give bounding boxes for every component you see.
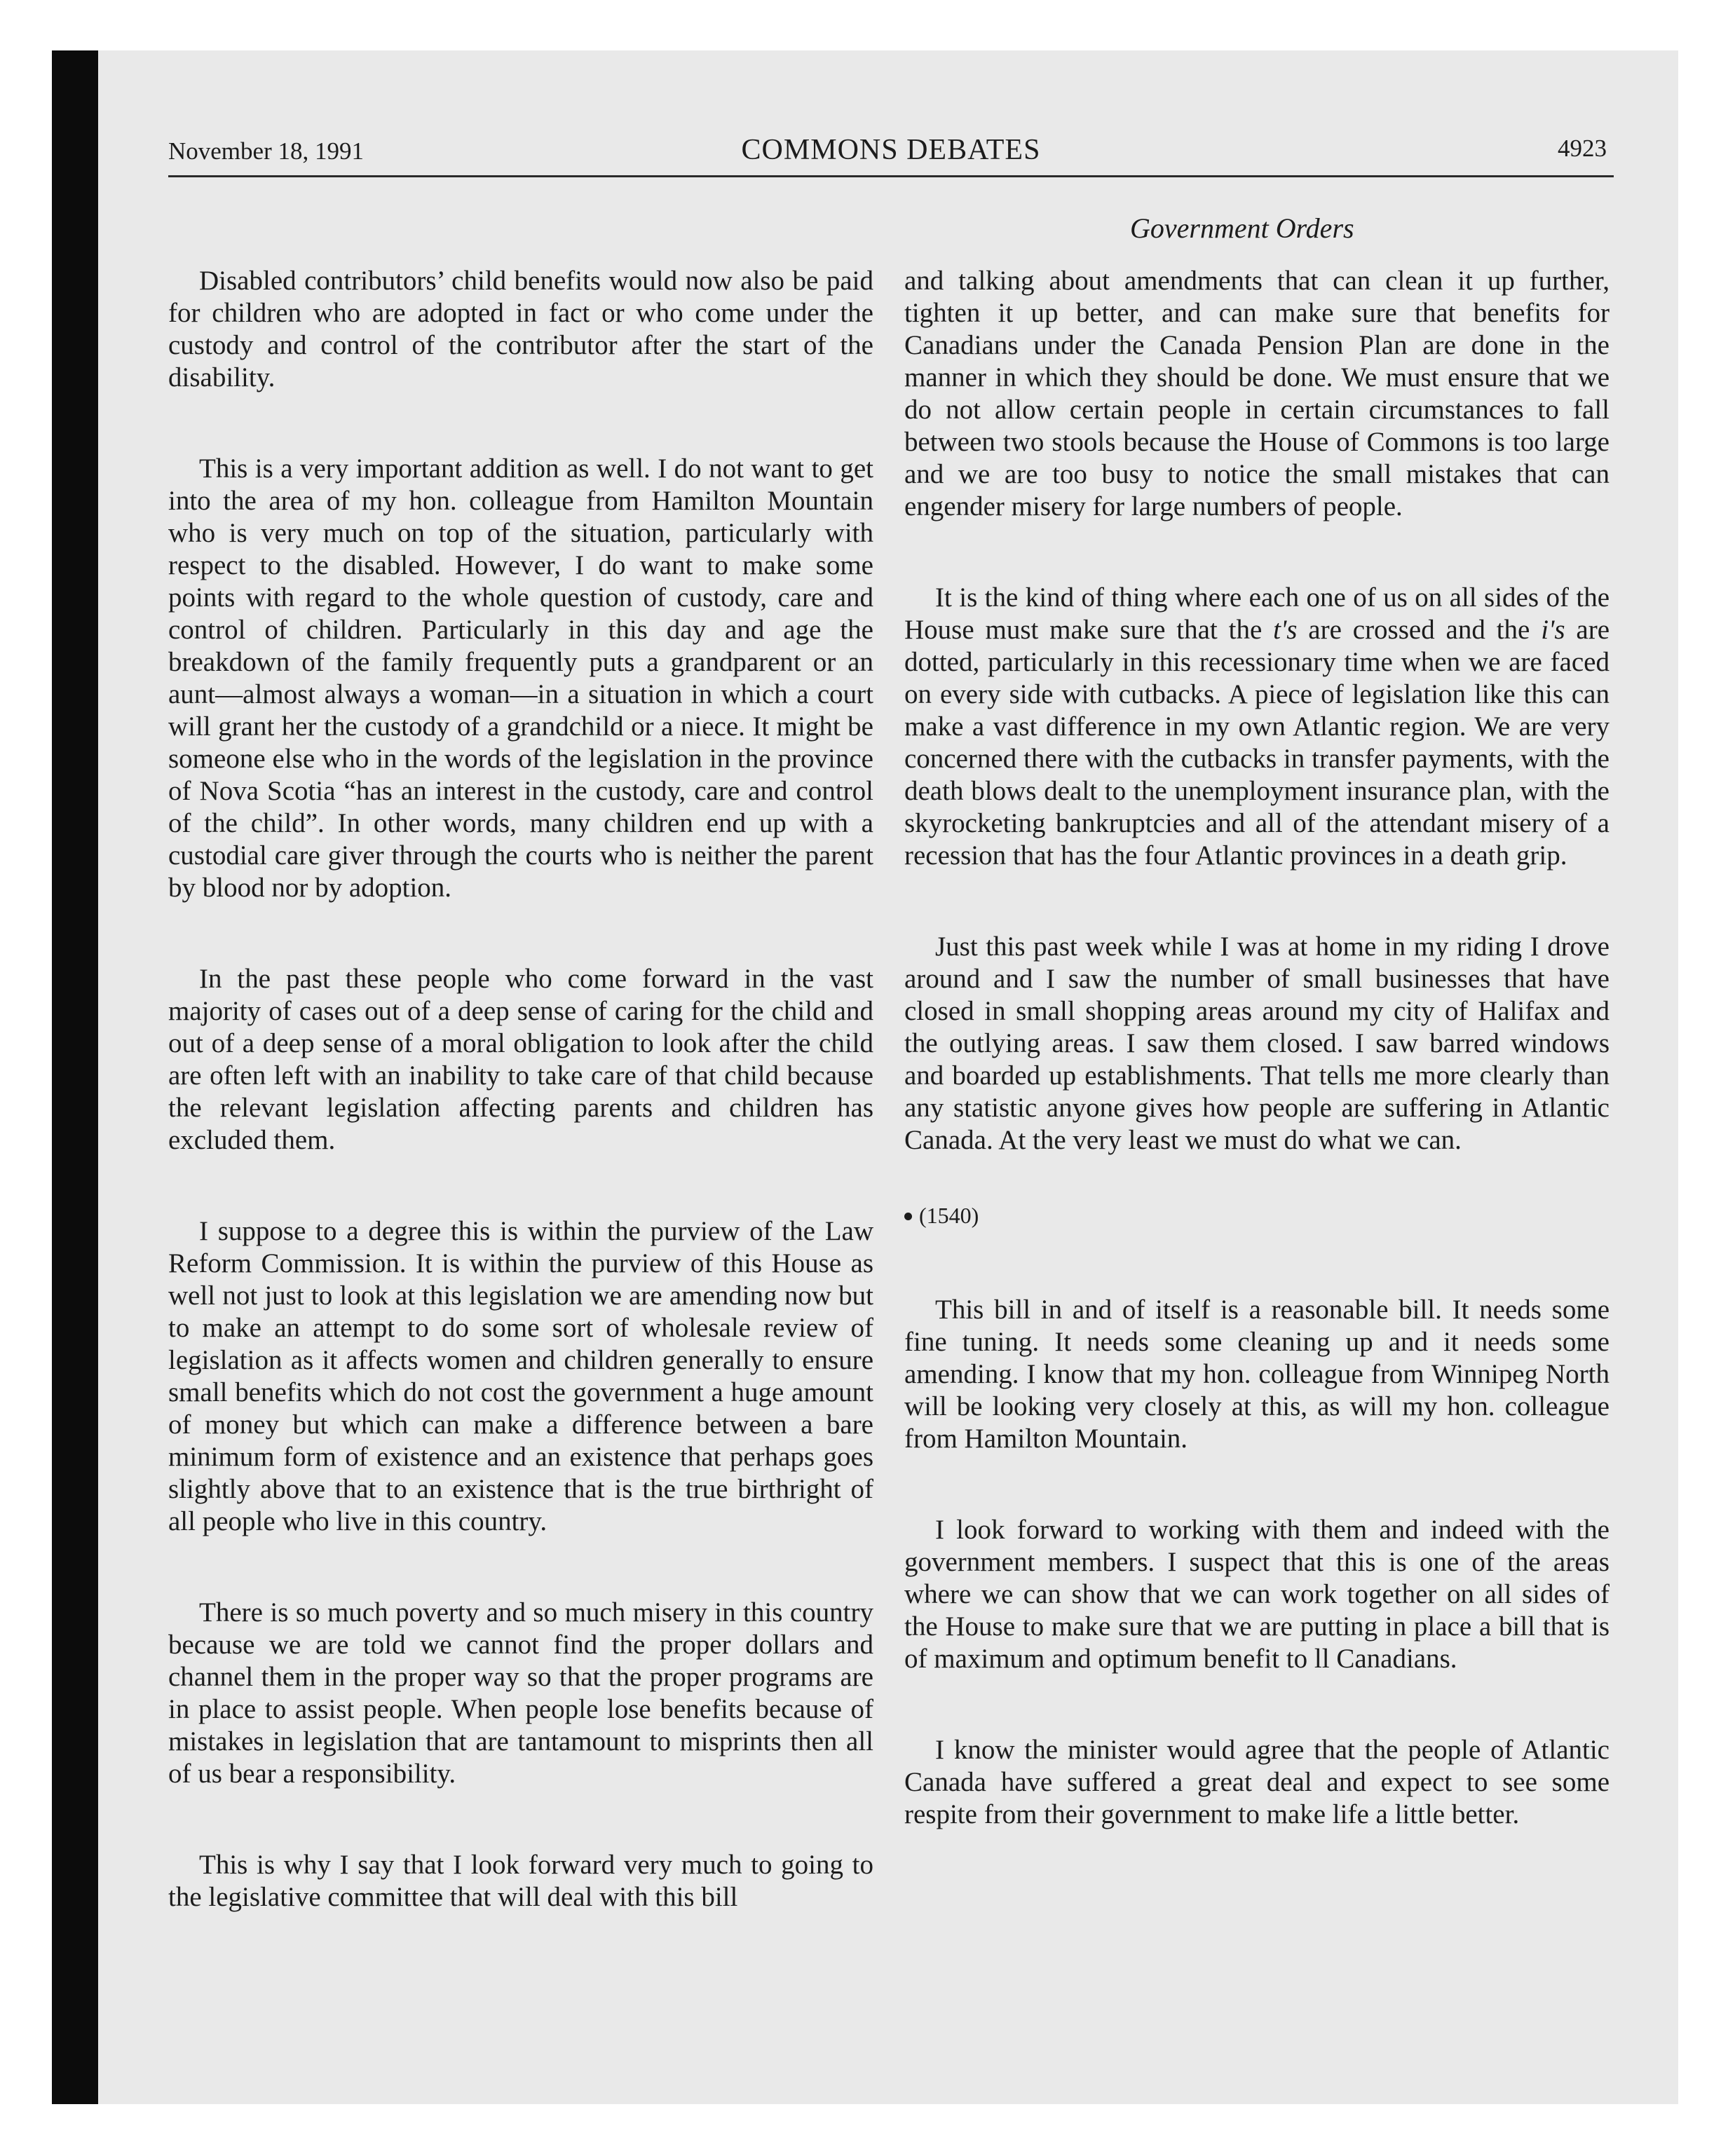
paragraph-text: It is the kind of thing where each one of us on all sides of the House must make sure that the [904, 582, 1610, 645]
page-number: 4923 [1558, 135, 1607, 162]
timestamp-marker [904, 1201, 1610, 1229]
paragraph-text: are crossed and the [1297, 615, 1542, 645]
paragraph [904, 582, 1610, 872]
paragraph: I suppose to a degree this is within the purview of the Law Reform Commission. It is within the purview of this House as well not just to look at this legislation we are amending now but to make an attempt to do some sort of wholesale review of legislation as it affects women and children generally to ensure small benefits which do not cost the government a huge amount of money but which can make a difference between a bare minimum form of existence and an existence that perhaps goes slightly above that to an existence that is the true birthright of all people who live in this country. [168, 1216, 873, 1536]
left-column [168, 265, 873, 1913]
section-label: Government Orders [1130, 212, 1354, 244]
paragraph-continued: and talking about amendments that can clean it up further, tighten it up better, and can make sure that benefits for Canadians under the Canada Pension Plan are done in the manner in which they should be done. We must ensure that we do not allow certain people in certain circumstances to fall between two stools because the House of Commons is too large and we are too busy to notice the small mistakes that can engender misery for large numbers of people. [904, 266, 1610, 521]
paragraph: Disabled contributors’ child benefits would now also be paid for children who are adopted in fact or who come under the custody and control of the contributor after the start of the disability. [168, 266, 873, 393]
paragraph: I look forward to working with them and indeed with the government members. I suspect that this is one of the areas where we can show that we can work together on all sides of the House to make sure that we are putting in place a bill that is of maximum and optimum benefit to ll Canadians. [904, 1515, 1610, 1674]
paragraph-text: are dotted, particularly in this recessionary time when we are faced on every side with cutbacks. A piece of legislation like this can make a vast difference in my own Atlantic region. We are very concerned there with the cutbacks in transfer payments, with the death blows dealt to the unemployment insurance plan, with the skyrocketing bankruptcies and all of the attendant misery of a recession that has the four Atlantic provinces in a death grip. [904, 615, 1610, 871]
paragraph: This is a very important addition as well. I do not want to get into the area of my hon. colleague from Hamilton Mountain who is very much on top of the situation, particularly with respect to the disabled. However, I do want to make some points with regard to the whole question of custody, care and control of children. Particularly in this day and age the breakdown of the family frequently puts a grandparent or an aunt—almost always a woman—in a situation in which a court will grant her the custody of a grandchild or a niece. It might be someone else who in the words of the legislation in the province of Nova Scotia “has an interest in the custody, care and control of the child”. In other words, many children end up with a custodial care giver through the courts who is neither the parent by blood nor by adoption. [168, 453, 873, 903]
timestamp-text: (1540) [919, 1203, 979, 1228]
page-header [168, 133, 1614, 177]
italic-term: i's [1541, 615, 1565, 645]
italic-term: t's [1273, 615, 1298, 645]
paragraph: This is why I say that I look forward very much to going to the legislative committee that will deal with this bill [168, 1850, 873, 1912]
right-column [904, 265, 1610, 1831]
paragraph: I know the minister would agree that the people of Atlantic Canada have suffered a great deal and expect to see some respite from their government to make life a little better. [904, 1735, 1610, 1829]
publication-title: COMMONS DEBATES [741, 134, 1041, 166]
header-date: November 18, 1991 [168, 137, 364, 165]
paragraph: In the past these people who come forward in the vast majority of cases out of a deep sense of caring for the child and out of a deep sense of a moral obligation to look after the child are often left with an inability to take care of that child because the relevant legislation affecting parents and children has excluded them. [168, 964, 873, 1155]
paragraph: There is so much poverty and so much misery in this country because we are told we cannot find the proper dollars and channel them in the proper way so that the proper programs are in place to assist people. When people lose benefits because of mistakes in legislation that are tantamount to misprints then all of us bear a responsibility. [168, 1597, 873, 1789]
bullet-icon [904, 1213, 912, 1220]
paragraph: This bill in and of itself is a reasonable bill. It needs some fine tuning. It needs some cleaning up and it needs some amending. I know that my hon. colleague from Winnipeg North will be looking very closely at this, as will my hon. colleague from Hamilton Mountain. [904, 1295, 1610, 1454]
paragraph: Just this past week while I was at home in my riding I drove around and I saw the number of small businesses that have closed in small shopping areas around my city of Halifax and the outlying areas. I saw them closed. I saw barred windows and boarded up establishments. That tells me more clearly than any statistic anyone gives how people are suffering in Atlantic Canada. At the very least we must do what we can. [904, 932, 1610, 1155]
